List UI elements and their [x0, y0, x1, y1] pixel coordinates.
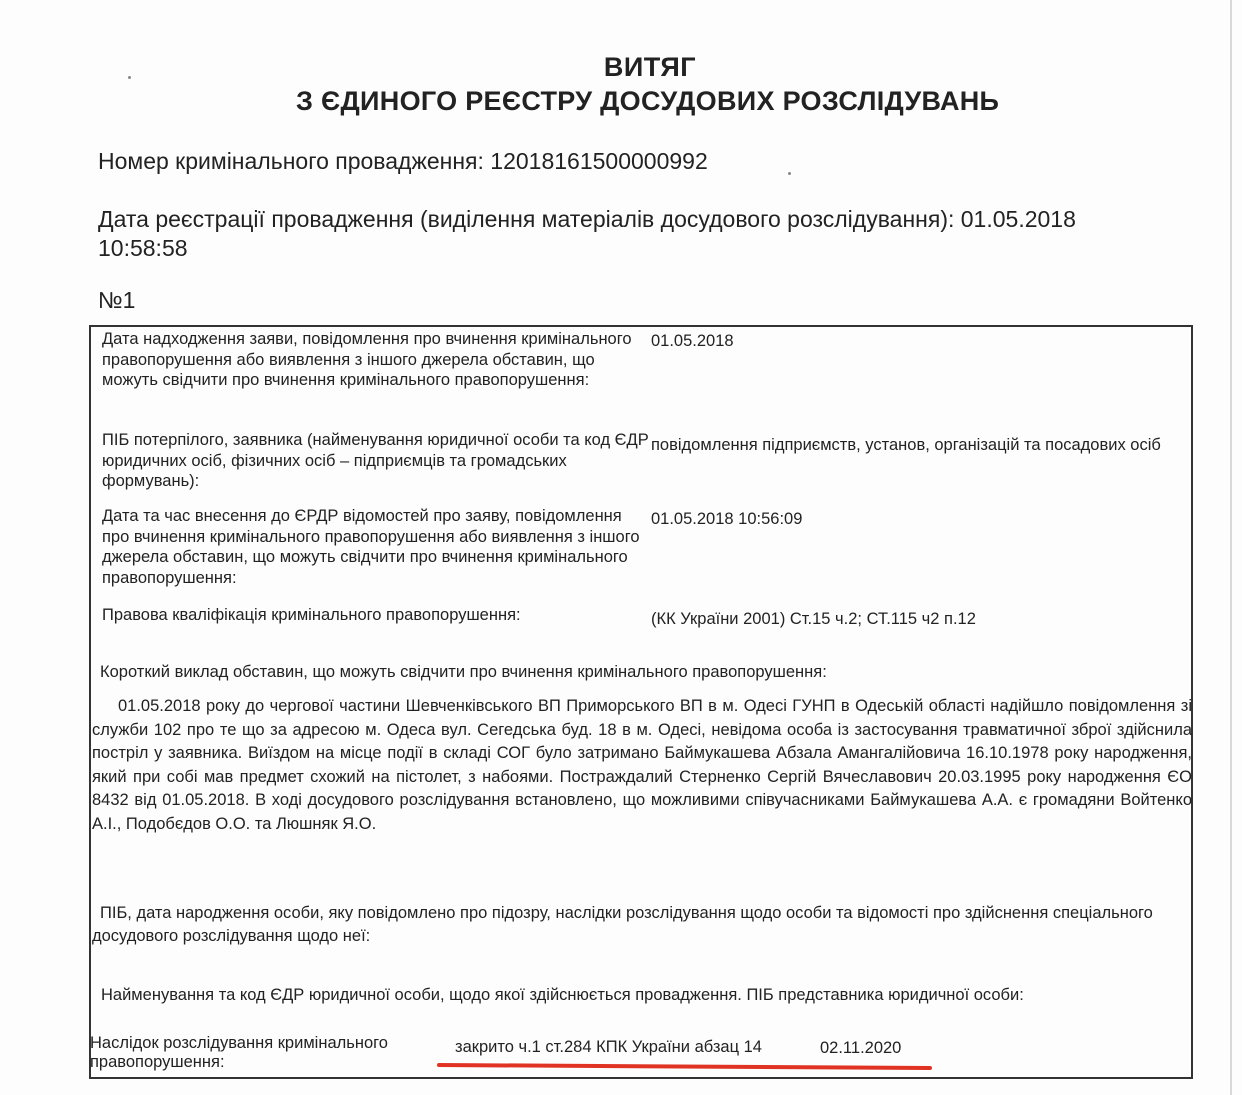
scan-speck [788, 172, 791, 175]
case-number: Номер кримінального провадження: 12018161500000992 [98, 148, 708, 174]
row-label-complainant: ПІБ потерпілого, заявника (найменування юридичної особи та код ЄДР юридичних осіб, фізичних осіб – підприємців та громадських формувань): [102, 431, 649, 490]
document-title: ВИТЯГ [603, 52, 697, 82]
legal-entity-heading: Найменування та код ЄДР юридичної особи, щодо якої здійснюється провадження. ПІБ представника юридичної особи: [101, 986, 1024, 1004]
row-value-complainant: повідомлення підприємств, установ, організацій та посадових осіб [651, 436, 1161, 454]
result-date: 02.11.2020 [820, 1039, 902, 1057]
row-label-legal-qualification: Правова кваліфікація кримінального правопорушення: [102, 606, 521, 624]
row-label-entry-datetime: Дата та час внесення до ЄРДР відомостей про заяву, повідомлення про вчинення кримінального правопорушення або виявлення з іншого джерела обставин, що можуть свідчити про вчинення кримінального правопорушення: [102, 507, 640, 587]
scan-edge [1230, 0, 1232, 1095]
result-value: закрито ч.1 ст.284 КПК України абзац 14 [455, 1038, 762, 1056]
suspect-heading: ПІБ, дата народження особи, яку повідомлено про підозру, наслідки розслідування щодо особи та відомості про здійснення спеціального досудового розслідування щодо неї: [92, 904, 1153, 945]
section-number: №1 [98, 287, 136, 313]
result-label: Наслідок розслідування кримінального правопорушення: [90, 1034, 388, 1071]
registration-date: Дата реєстрації провадження (виділення матеріалів досудового розслідування): 01.05.2018 10:58:58 [98, 206, 1076, 261]
row-value-legal-qualification: (КК України 2001) Ст.15 ч.2; СТ.115 ч2 п.12 [651, 610, 976, 628]
row-value-receipt-date: 01.05.2018 [651, 332, 734, 350]
row-label-receipt-date: Дата надходження заяви, повідомлення про вчинення кримінального правопорушення або виявлення з іншого джерела обставин, що можуть свідчити про вчинення кримінального правопорушення: [102, 330, 632, 389]
summary-text: 01.05.2018 року до чергової частини Шевченківського ВП Приморського ВП в м. Одесі ГУНП в Одеській області надійшло повідомлення зі служби 102 про те що за адресою м. Одеса вул. Сегедська буд. 18 в м. Одесі, невідома особа із застосування травматичної зброї здійснила постріл у заявника. Виїздом на місце події в складі СОГ було затримано Баймукашева Абзала Амангалійовича 16.10.1978 року народження, який при собі мав предмет схожий на пістолет, з набоями. Постраждалий Стерненко Сергій Вячеславович 20.03.1995 року народження ЄО 8432 від 01.05.2018. В ході досудового розслідування встановлено, що можливими співучасниками Баймукашева А.А. є громадяни Войтенко А.І., Подобєдов О.О. та Люшняк Я.О. [92, 697, 1192, 833]
document-subtitle: З ЄДИНОГО РЕЄСТРУ ДОСУДОВИХ РОЗСЛІДУВАНЬ [296, 86, 1000, 116]
summary-heading: Короткий виклад обставин, що можуть свідчити про вчинення кримінального правопорушення: [100, 663, 827, 681]
row-value-entry-datetime: 01.05.2018 10:56:09 [651, 510, 803, 528]
